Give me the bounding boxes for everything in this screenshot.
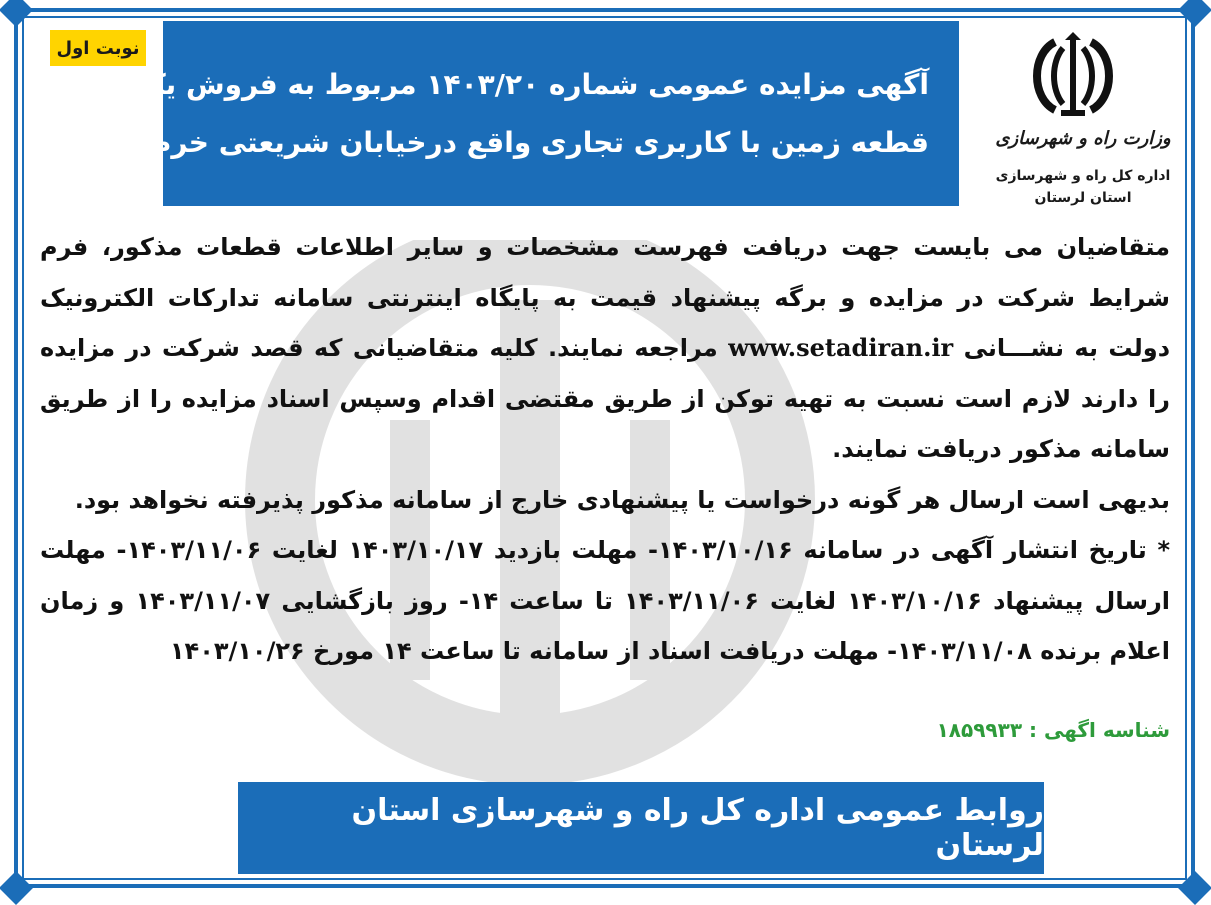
insertion-badge: نوبت اول <box>50 30 146 66</box>
department-line-1: اداره کل راه و شهرسازی <box>995 168 1171 184</box>
paragraph-1-text: متقاضیان می بایست جهت دریافت فهرست مشخصات و سایر اطلاعات قطعات مذکور، فرم شرایط شرکت در مزایده و برگه پیشنهاد قیمت به پایگاه اینترنتی سامانه تدارکات الکترونیک دولت به نشـــانی <box>40 233 1171 362</box>
paragraph-1-continued: مراجعه نمایند. کلیه متقاضیانی که قصد شرکت در مزایده را دارند لازم است نسبت به تهیه توکن از طریق مقتضی اقدام وسپس اسناد مزایده را از طریق سامانه مذکور دریافت نمایند. <box>40 334 1170 463</box>
ministry-name: وزارت راه و شهرسازی <box>995 128 1171 149</box>
body-paragraph-1 <box>40 222 1170 475</box>
title-line-1: آگهی مزایده عمومی شماره ۱۴۰۳/۲۰ مربوط به فروش یک <box>137 67 929 101</box>
body-paragraph-2: بدیهی است ارسال هر گونه درخواست یا پیشنهادی خارج از سامانه مذکور پذیرفته نخواهد بود. <box>74 485 1170 514</box>
body-paragraph-3: * تاریخ انتشار آگهی در سامانه ۱۴۰۳/۱۰/۱۶- مهلت بازدید ۱۴۰۳/۱۰/۱۷ لغایت ۱۴۰۳/۱۱/۰۶- مهلت ارسال پیشنهاد ۱۴۰۳/۱۰/۱۶ لغایت ۱۴۰۳/۱۱/۰۶ تا ساعت ۱۴- روز بازگشایی ۱۴۰۳/۱۱/۰۷ و زمان اعلام برنده ۱۴۰۳/۱۱/۰۸- مهلت دریافت اسناد از سامانه تا ساعت ۱۴ مورخ ۱۴۰۳/۱۰/۲۶ <box>40 536 1170 665</box>
ad-identifier: شناسه اگهی : ۱۸۵۹۹۳۳ <box>936 718 1170 742</box>
iran-emblem-icon <box>1025 32 1121 120</box>
title-line-2: قطعه زمین با کاربری تجاری واقع درخیابان شریعتی خرم آباد <box>96 125 929 159</box>
setadiran-url: www.setadiran.ir <box>728 333 954 362</box>
announcement-body <box>40 222 1170 677</box>
department-line-2: استان لرستان <box>1034 190 1132 206</box>
footer-banner: روابط عمومی اداره کل راه و شهرسازی استان لرستان <box>238 782 1044 874</box>
